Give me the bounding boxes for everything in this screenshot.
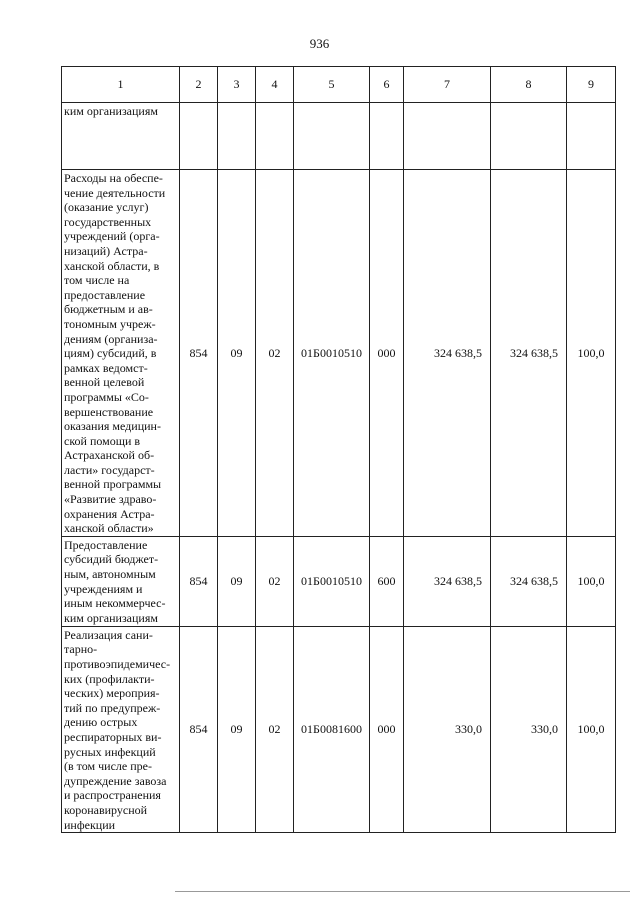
description-line: ласти» государст-: [64, 462, 155, 477]
description-line: и распространения: [64, 788, 161, 803]
description-cell: [62, 170, 180, 537]
description-line: коронавирусной: [64, 802, 148, 817]
description-line: ким организациям: [64, 610, 158, 625]
description-cell: [62, 103, 180, 170]
planned-amount-cell: 324 638,5: [404, 170, 491, 537]
section-cell: 09: [218, 536, 256, 626]
description-line: дениям (организа-: [64, 331, 158, 346]
description-line: вершенствование: [64, 404, 154, 419]
column-header: 5: [294, 67, 370, 103]
description-line: ческих) мероприя-: [64, 686, 160, 701]
description-line: дению острых: [64, 715, 138, 730]
section-cell: 09: [218, 170, 256, 537]
percent-cell: [567, 103, 616, 170]
table-body: [62, 103, 616, 833]
description-line: ской помощи в: [64, 433, 141, 448]
description-line: русных инфекций: [64, 744, 156, 759]
description-line: охранения Астра-: [64, 506, 155, 521]
description-line: инфекции: [64, 817, 116, 832]
description-line: ным, автономным: [64, 567, 156, 582]
column-header: 3: [218, 67, 256, 103]
description-line: учреждений (орга-: [64, 229, 160, 244]
percent-cell: 100,0: [567, 170, 616, 537]
description-cell: [62, 536, 180, 626]
description-line: дупреждение завоза: [64, 773, 167, 788]
target-article-cell: [294, 103, 370, 170]
budget-table: [61, 66, 616, 833]
description-line: Расходы на обеспе-: [64, 171, 163, 185]
description-line: циям) субсидий, в: [64, 346, 157, 361]
description-line: тономным учреж-: [64, 316, 156, 331]
column-header: 1: [62, 67, 180, 103]
description-line: ким организациям: [64, 104, 158, 118]
column-header: 7: [404, 67, 491, 103]
description-line: респираторных ви-: [64, 730, 162, 744]
header-row: [62, 67, 616, 103]
table-row: [62, 103, 616, 170]
description-line: государственных: [64, 214, 152, 229]
table-row: [62, 626, 616, 832]
admin-code-cell: 854: [180, 626, 218, 832]
description-line: Астраханской об-: [64, 448, 155, 463]
subsection-cell: 02: [256, 626, 294, 832]
description-line: рамках ведомст-: [64, 360, 148, 375]
description-line: программы «Со-: [64, 389, 149, 404]
description-line: том числе на: [64, 273, 130, 288]
target-article-cell: 01Б0010510: [294, 536, 370, 626]
description-line: противоэпидемичес-: [64, 657, 171, 672]
target-article-cell: 01Б0081600: [294, 626, 370, 832]
table-row: [62, 536, 616, 626]
planned-amount-cell: [404, 103, 491, 170]
planned-amount-cell: 330,0: [404, 626, 491, 832]
description-line: Реализация сани-: [64, 627, 153, 642]
expense-type-cell: [370, 103, 404, 170]
column-header: 9: [567, 67, 616, 103]
description-line: ханской области»: [64, 521, 154, 536]
page-number: 936: [309, 36, 330, 51]
description-line: ких (профилакти-: [64, 671, 155, 686]
subsection-cell: 02: [256, 536, 294, 626]
column-header: 8: [491, 67, 567, 103]
description-line: бюджетным и ав-: [64, 302, 153, 317]
subsection-cell: [256, 103, 294, 170]
column-header: 2: [180, 67, 218, 103]
description-line: тий по предупреж-: [64, 700, 161, 715]
description-line: иным некоммерчес-: [64, 596, 166, 611]
admin-code-cell: [180, 103, 218, 170]
column-header: 6: [370, 67, 404, 103]
admin-code-cell: 854: [180, 170, 218, 537]
description-line: ханской области, в: [64, 258, 160, 273]
planned-amount-cell: 324 638,5: [404, 536, 491, 626]
percent-cell: 100,0: [567, 536, 616, 626]
description-line: тарно-: [64, 642, 98, 657]
expense-type-cell: 000: [370, 626, 404, 832]
description-line: (в том числе пре-: [64, 759, 152, 774]
description-line: (оказание услуг): [64, 200, 149, 215]
description-line: субсидий бюджет-: [64, 552, 159, 567]
section-cell: 09: [218, 626, 256, 832]
admin-code-cell: 854: [180, 536, 218, 626]
subsection-cell: 02: [256, 170, 294, 537]
bottom-divider: [175, 891, 630, 892]
description-line: Предоставление: [64, 537, 148, 552]
description-line: венной целевой: [64, 375, 145, 390]
description-line: венной программы: [64, 477, 162, 492]
description-line: «Развитие здраво-: [64, 492, 157, 507]
executed-amount-cell: 324 638,5: [491, 536, 567, 626]
executed-amount-cell: 330,0: [491, 626, 567, 832]
description-line: предоставление: [64, 287, 146, 302]
description-line: низаций) Астра-: [64, 243, 148, 258]
percent-cell: 100,0: [567, 626, 616, 832]
section-cell: [218, 103, 256, 170]
executed-amount-cell: 324 638,5: [491, 170, 567, 537]
column-header: 4: [256, 67, 294, 103]
description-line: оказания медицин-: [64, 419, 161, 434]
expense-type-cell: 000: [370, 170, 404, 537]
description-line: чение деятельности: [64, 185, 166, 200]
target-article-cell: 01Б0010510: [294, 170, 370, 537]
executed-amount-cell: [491, 103, 567, 170]
description-line: учреждениям и: [64, 581, 143, 596]
description-cell: [62, 626, 180, 832]
expense-type-cell: 600: [370, 536, 404, 626]
table-row: [62, 170, 616, 537]
